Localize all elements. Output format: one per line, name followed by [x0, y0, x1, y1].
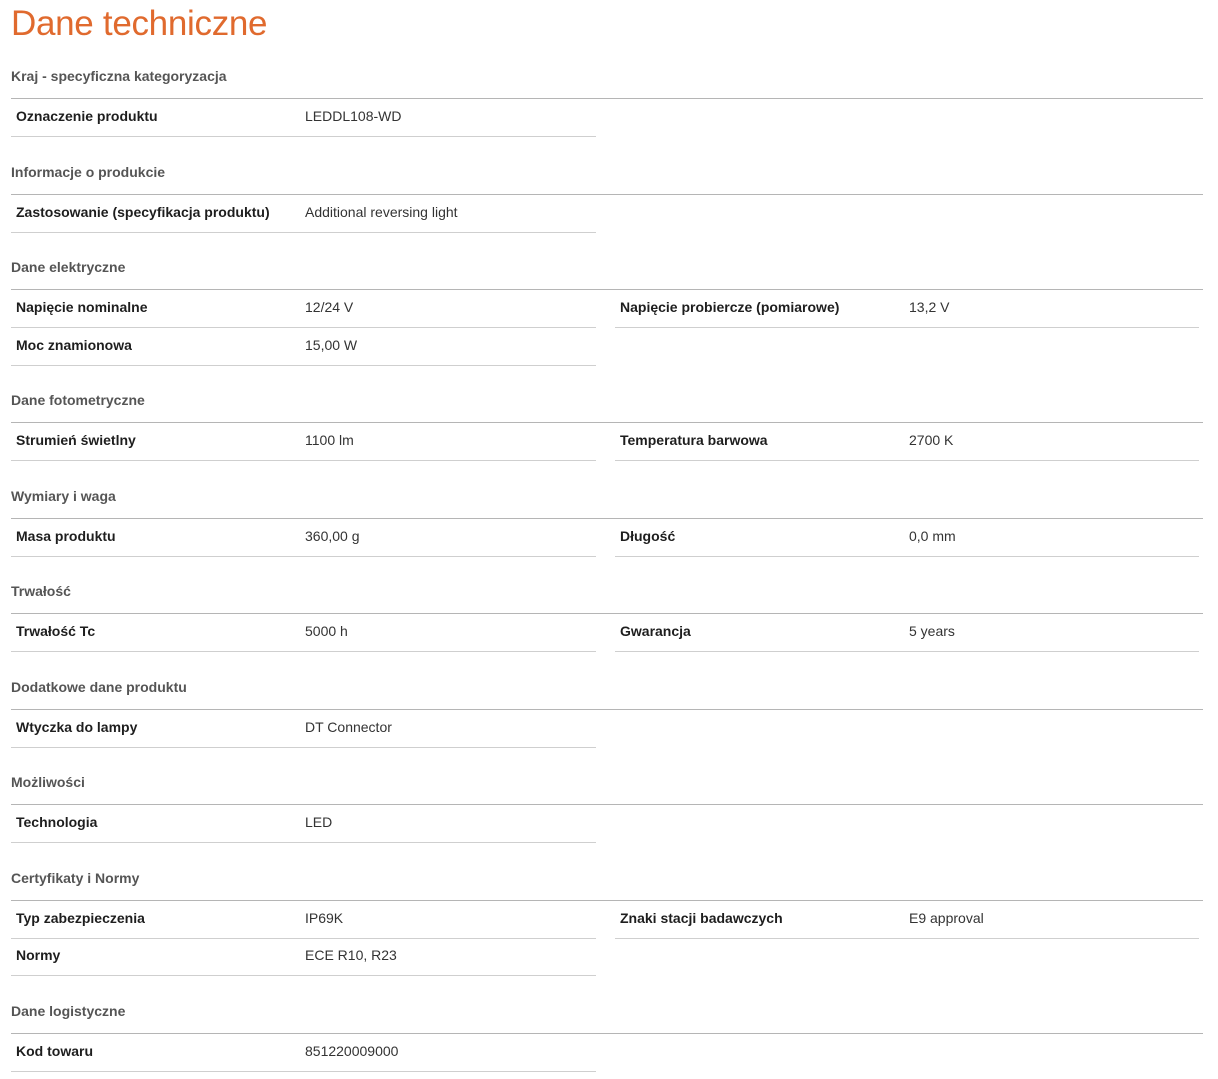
spec-value: LEDDL108-WD	[305, 108, 402, 124]
spec-label: Strumień świetlny	[16, 432, 136, 448]
spec-label: Trwałość Tc	[16, 623, 96, 639]
section-title-dodatkowe-dane-produktu: Dodatkowe dane produktu	[11, 679, 187, 695]
spec-value: 360,00 g	[305, 528, 360, 544]
section-title-mozliwosci: Możliwości	[11, 774, 85, 790]
spec-label: Długość	[620, 528, 676, 544]
spec-label: Znaki stacji badawczych	[620, 910, 783, 926]
spec-label: Napięcie nominalne	[16, 299, 148, 315]
section-title-dane-fotometryczne: Dane fotometryczne	[11, 392, 145, 408]
spec-value: LED	[305, 814, 333, 830]
spec-label: Moc znamionowa	[16, 337, 132, 353]
spec-value: 851220009000	[305, 1043, 399, 1059]
spec-value: 12/24 V	[305, 299, 354, 315]
spec-value: IP69K	[305, 910, 344, 926]
spec-label: Normy	[16, 947, 61, 963]
spec-row-kod-towaru	[11, 1034, 596, 1072]
spec-label: Technologia	[16, 814, 98, 830]
spec-label: Zastosowanie (specyfikacja produktu)	[16, 204, 270, 220]
spec-label: Typ zabezpieczenia	[16, 910, 145, 926]
section-title-dane-logistyczne: Dane logistyczne	[11, 1003, 126, 1019]
spec-row-trwalosc-tc	[11, 614, 596, 652]
spec-value: 5 years	[909, 623, 955, 639]
section-title-certyfikaty-i-normy: Certyfikaty i Normy	[11, 870, 140, 886]
spec-label: Wtyczka do lampy	[16, 719, 138, 735]
spec-row-zastosowanie-specyfikacja-produktu	[11, 195, 596, 233]
spec-label: Kod towaru	[16, 1043, 93, 1059]
spec-row-oznaczenie-produktu	[11, 99, 596, 137]
section-title-dane-elektryczne: Dane elektryczne	[11, 259, 126, 275]
spec-row-znaki-stacji-badawczych	[615, 901, 1199, 939]
spec-value: 5000 h	[305, 623, 348, 639]
spec-row-napiecie-probiercze-pomiarowe	[615, 290, 1199, 328]
spec-value: ECE R10, R23	[305, 947, 397, 963]
spec-row-normy	[11, 938, 596, 976]
spec-label: Napięcie probiercze (pomiarowe)	[620, 299, 840, 315]
spec-row-masa-produktu	[11, 519, 596, 557]
spec-label: Temperatura barwowa	[620, 432, 768, 448]
spec-row-temperatura-barwowa	[615, 423, 1199, 461]
spec-value: E9 approval	[909, 910, 984, 926]
page-title: Dane techniczne	[11, 4, 268, 43]
section-title-trwalosc: Trwałość	[11, 583, 71, 599]
spec-row-napiecie-nominalne	[11, 290, 596, 328]
spec-value: 2700 K	[909, 432, 954, 448]
spec-label: Masa produktu	[16, 528, 116, 544]
spec-label: Oznaczenie produktu	[16, 108, 158, 124]
spec-row-dlugosc	[615, 519, 1199, 557]
spec-row-strumien-swietlny	[11, 423, 596, 461]
section-title-kraj-specyficzna-kategoryzacja: Kraj - specyficzna kategoryzacja	[11, 68, 227, 84]
spec-value: 15,00 W	[305, 337, 358, 353]
spec-value: DT Connector	[305, 719, 392, 735]
spec-label: Gwarancja	[620, 623, 691, 639]
spec-row-moc-znamionowa	[11, 328, 596, 366]
spec-value: 13,2 V	[909, 299, 950, 315]
spec-row-technologia	[11, 805, 596, 843]
spec-row-wtyczka-do-lampy	[11, 710, 596, 748]
spec-row-typ-zabezpieczenia	[11, 901, 596, 939]
section-title-informacje-o-produkcie: Informacje o produkcie	[11, 164, 166, 180]
spec-value: 1100 lm	[305, 432, 354, 448]
spec-row-gwarancja	[615, 614, 1199, 652]
spec-value: 0,0 mm	[909, 528, 956, 544]
spec-value: Additional reversing light	[305, 204, 458, 220]
section-title-wymiary-i-waga: Wymiary i waga	[11, 488, 116, 504]
